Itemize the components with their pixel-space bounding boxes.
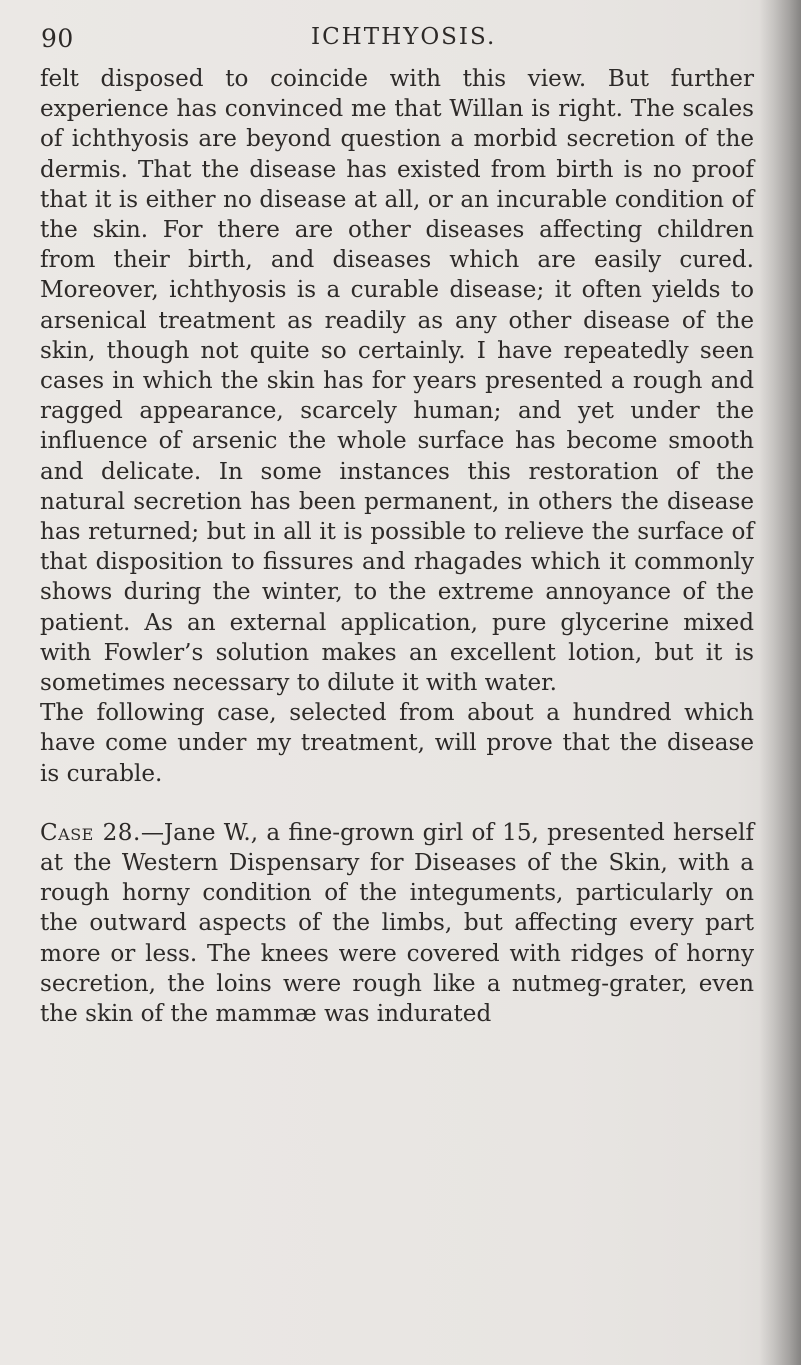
paragraph-willan-view: felt disposed to coincide with this view. But further experience has convinced me that Willan is right. The scales of ichthyosis are beyond question a morbid secretion of the dermis. That the disease has existed from birth is no proof that it is either no disease at all, or an incurable condition of the skin. For there are other diseases affecting children from their birth, and diseases which are easily cured. Moreover, ichthyosis is a curable disease; it often yields to arsenical treatment as readily as any other disease of the skin, though not quite so certainly. I have repeatedly seen cases in which the skin has for years presented a rough and ragged appearance, scarcely human; and yet under the influence of arsenic the whole surface has become smooth and delicate. In some instances this restoration of the natural secretion has been permanent, in others the disease has returned; but in all it is possible to relieve the surface of that disposition to fissures and rhagades which it commonly shows during the winter, to the extreme annoyance of the patient. As an external application, pure glycerine mixed with Fowler’s solution makes an excellent lotion, but it is sometimes necessary to dilute it with water. <box>40 66 754 697</box>
book-text-body <box>40 64 754 1029</box>
page-edge-shadow <box>759 0 801 1365</box>
running-title: ICHTHYOSIS. <box>311 24 497 50</box>
case-label: Case 28. <box>40 819 141 846</box>
case-description: —Jane W., a fine-grown girl of 15, presented herself at the Western Dispensary for Diseases of the Skin, with a rough horny condition of the integuments, particularly on the outward aspects of the limbs, but affecting every part more or less. The knees were covered with ridges of horny secretion, the loins were rough like a nutmeg-grater, even the skin of the mammæ was indurated <box>40 819 754 1028</box>
running-header <box>41 24 760 56</box>
page-number: 90 <box>41 24 74 53</box>
paragraph-following-case: The following case, selected from about a hundred which have come under my treatment, will prove that the disease is curable. <box>40 700 754 787</box>
case-28-paragraph <box>40 818 754 1029</box>
